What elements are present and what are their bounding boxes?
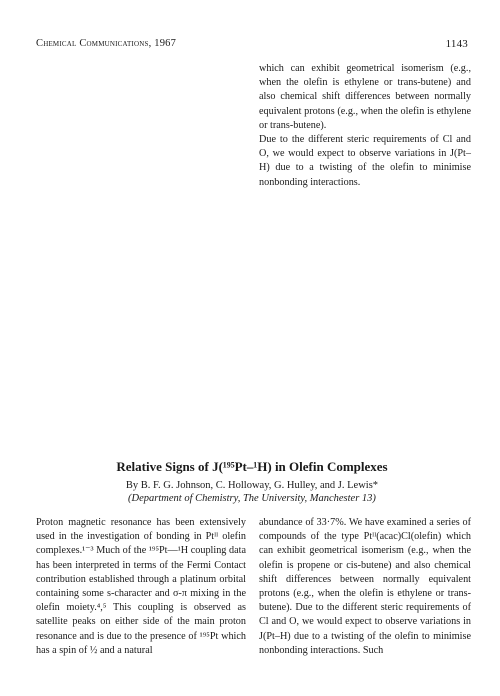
continued-paragraph-2: Due to the different steric requirements of Cl and O, we would expect to observe variations in J(Pt–H) due to a twisting of the olefin to minimise nonbonding interactions. [259,134,471,188]
page-number: 1143 [445,38,468,50]
body-column-left [36,516,246,658]
continued-paragraph-1: which can exhibit geometrical isomerism (e.g., when the olefin is ethylene or trans-butene) and also chemical shift differences between normally equivalent protons (e.g., when the olefin is ethylene or trans-butene). [259,63,471,131]
body-column-right [259,516,471,658]
article-affiliation: (Department of Chemistry, The University, Manchester 13) [128,493,376,504]
body-paragraph-left: Proton magnetic resonance has been extensively used in the investigation of bonding in Ptᴵᴵ olefin complexes.¹⁻³ Much of the ¹⁹⁵Pt—¹H coupling data has been interpreted in terms of the Fermi Contact contribution established through a platinum orbital containing some s-character and σ-π mixing in the olefin moiety.⁴,⁵ This coupling is observed as satellite peaks on either side of the main proton resonance and is due to the presence of ¹⁹⁵Pt which has a spin of ½ and a natural [36,517,246,656]
article-title: Relative Signs of J(¹⁹⁵Pt–¹H) in Olefin Complexes [116,459,388,474]
continued-text [259,62,471,190]
journal-name: Chemical Communications, 1967 [36,38,177,49]
article-header [36,459,468,504]
article-authors: By B. F. G. Johnson, C. Holloway, G. Hulley, and J. Lewis* [125,480,379,491]
running-head [36,38,468,49]
body-paragraph-right: abundance of 33·7%. We have examined a series of compounds of the type Ptᴵᴵ(acac)Cl(olefin) which can exhibit geometrical isomerism (e.g., when the olefin is propene or cis-butene) and also chemical shift differences between normally equivalent protons (e.g., when the olefin is ethylene or trans-butene). Due to the different steric requirements of Cl and O, we would expect to observe variations in J(Pt–H) due to a twisting of the olefin to minimise nonbonding interactions. Such [259,517,471,656]
